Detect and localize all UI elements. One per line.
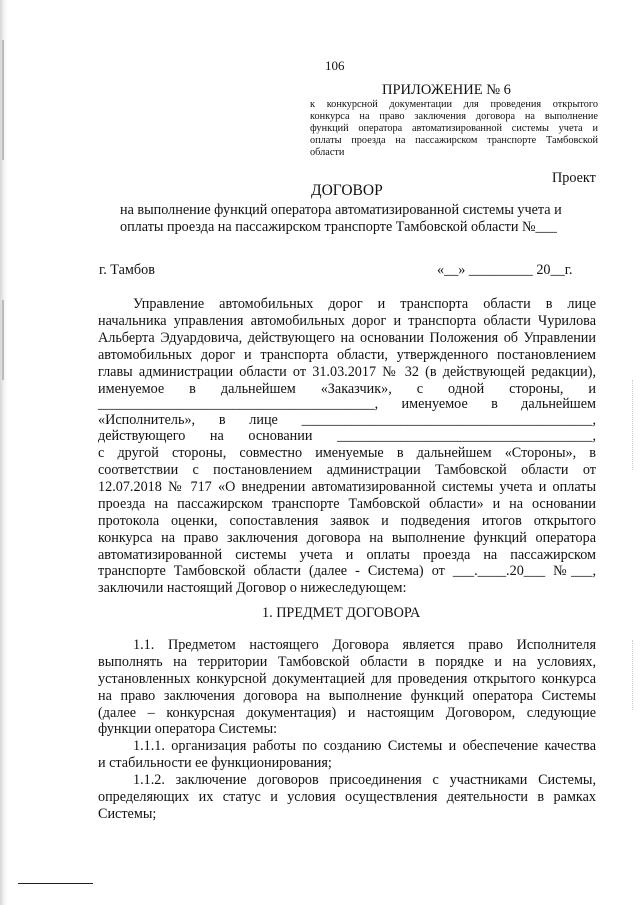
preamble-line: главы администрации области от 31.03.2017 № 32 (в действующей редакции), <box>98 364 596 380</box>
preamble-line: протокола оценки, сопоставления заявок и подведения итогов открытого <box>98 513 596 529</box>
preamble-line: автомобильных дорог и транспорта области, утвержденного постановлением <box>98 347 596 363</box>
contract-subtitle: оплаты проезда на пассажирском транспорте Тамбовской области №___ <box>120 219 557 235</box>
preamble-line: конкурса на право заключения договора на выполнение функций оператора <box>98 530 596 546</box>
preamble-line: именуемое в дальнейшем «Заказчик», с одной стороны, и <box>98 381 596 397</box>
clause-1-1-1-line: 1.1.1. организация работы по созданию Системы и обеспечение качества <box>133 738 596 754</box>
contract-title: ДОГОВОР <box>311 182 383 199</box>
preamble-line: _______________________________________, именуемое в дальнейшем <box>98 396 596 412</box>
preamble-line: Альберта Эдуардовича, действующего на основании Положения об Управлении <box>98 330 596 346</box>
clause-1-1-2-line: определяющих их статус и условия осуществления деятельности в рамках <box>98 789 596 805</box>
date: «__» _________ 20__г. <box>437 262 573 278</box>
preamble-line: транспорте Тамбовской области (далее - Система) от ___.____.20___ №___, <box>98 563 596 579</box>
clause-1-1-line: установленных конкурсной документацией для проведения открытого конкурса <box>98 671 596 687</box>
contract-subtitle: на выполнение функций оператора автоматизированной системы учета и <box>120 202 562 218</box>
appendix-line: конкурса на право заключения договора на выполнение <box>310 111 598 122</box>
preamble-line: проезда на пассажирском транспорте Тамбовской области» и на основании <box>98 496 596 512</box>
appendix-line: области <box>310 147 345 158</box>
clause-1-1-1-line: и стабильности ее функционирования; <box>98 755 332 771</box>
scan-artifact <box>2 40 4 160</box>
clause-1-1-line: функции оператора Системы: <box>98 721 278 737</box>
clause-1-1-line: 1.1. Предметом настоящего Договора является право Исполнителя <box>133 637 596 653</box>
preamble-line: Управление автомобильных дорог и транспорта области в лице <box>133 296 596 312</box>
preamble-line: «Исполнитель», в лице _________________________________________, <box>98 412 596 428</box>
clause-1-1-line: (далее – конкурсная документация) и настоящим Договором, следующие <box>98 705 596 721</box>
preamble-line: заключили настоящий Договор о нижеследующем: <box>98 580 407 596</box>
clause-1-1-2-line: Системы; <box>98 806 157 822</box>
scan-artifact <box>2 300 4 380</box>
page-number: 106 <box>325 58 345 73</box>
preamble-line: автоматизированной системы учета и оплаты проезда на пассажирском <box>98 547 596 563</box>
preamble-line: 12.07.2018 № 717 «О внедрении автоматизированной системы учета и оплаты <box>98 479 596 495</box>
preamble-line: начальника управления автомобильных дорог и транспорта области Чурилова <box>98 313 596 329</box>
place: г. Тамбов <box>99 262 155 278</box>
footnote-rule <box>18 883 93 884</box>
clause-1-1-2-line: 1.1.2. заключение договоров присоединения с участниками Системы, <box>133 772 596 788</box>
section-heading: 1. ПРЕДМЕТ ДОГОВОРА <box>262 605 421 621</box>
appendix-line: функций оператора автоматизированной системы учета и <box>310 123 598 134</box>
preamble-line: соответствии с постановлением администрации Тамбовской области от <box>98 462 596 478</box>
clause-1-1-line: на право заключения договора на выполнение функций оператора Системы <box>98 688 596 704</box>
project-label: Проект <box>552 170 596 186</box>
preamble-line: с другой стороны, совместно именуемые в дальнейшем «Стороны», в <box>98 445 596 461</box>
clause-1-1-line: выполнять на территории Тамбовской области в порядке и на условиях, <box>98 654 596 670</box>
scan-artifact <box>632 640 634 710</box>
appendix-title: ПРИЛОЖЕНИЕ № 6 <box>382 82 511 98</box>
preamble-line: действующего на основании ____________________________________, <box>98 428 596 444</box>
scan-artifact <box>632 380 634 470</box>
appendix-line: оплаты проезда на пассажирском транспорте Тамбовской <box>310 135 598 146</box>
appendix-line: к конкурсной документации для проведения открытого <box>310 99 598 110</box>
